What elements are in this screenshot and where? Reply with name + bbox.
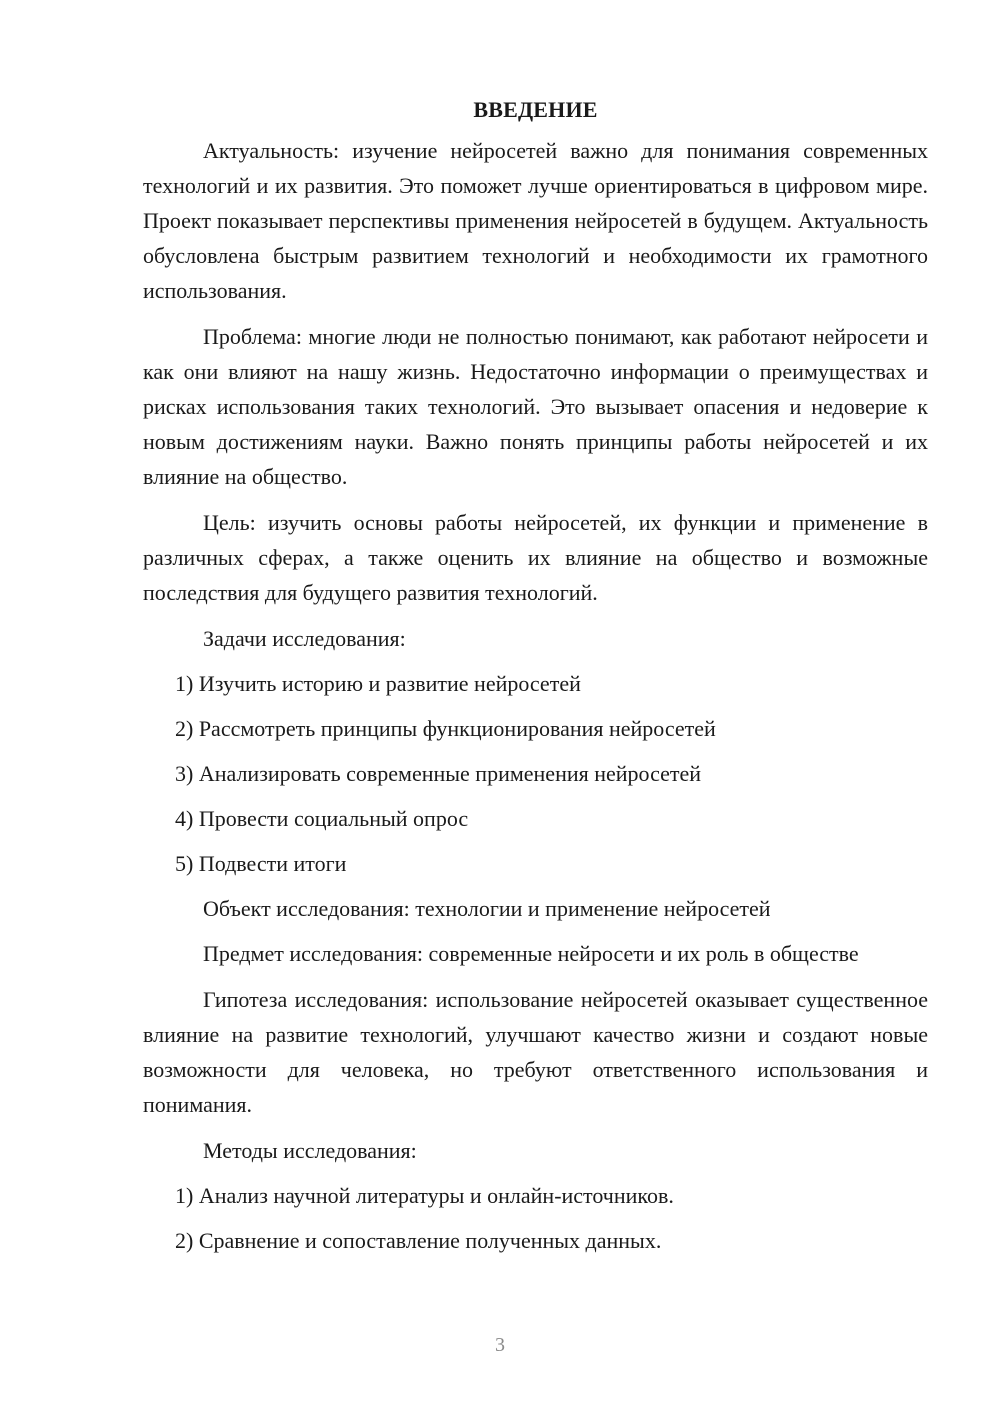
object-paragraph: Объект исследования: технологии и применение нейросетей xyxy=(203,896,771,921)
problem-paragraph: Проблема: многие люди не полностью понимают, как работают нейросети и как они влияют на нашу жизнь. Недостаточно информации о преимуществах и рисках использования таких технологий. Это вызывает опасения и недоверие к новым достижениям науки. Важно понять принципы работы нейросетей и их влияние на общество. xyxy=(143,324,928,489)
methods-heading: Методы исследования: xyxy=(203,1138,417,1163)
relevance-paragraph: Актуальность: изучение нейросетей важно для понимания современных технологий и их развития. Это поможет лучше ориентироваться в цифровом мире. Проект показывает перспективы применения нейросетей в будущем. Актуальность обусловлена быстрым развитием технологий и необходимости их грамотного использования. xyxy=(143,138,928,303)
method-item: 2) Сравнение и сопоставление полученных данных. xyxy=(175,1228,662,1253)
method-item: 1) Анализ научной литературы и онлайн-источников. xyxy=(175,1183,674,1208)
goal-paragraph: Цель: изучить основы работы нейросетей, их функции и применение в различных сферах, а также оценить их влияние на общество и возможные последствия для будущего развития технологий. xyxy=(143,510,928,605)
task-item: 4) Провести социальный опрос xyxy=(175,806,469,831)
task-item: 3) Анализировать современные применения нейросетей xyxy=(175,761,702,786)
page-number: 3 xyxy=(495,1334,505,1356)
task-item: 5) Подвести итоги xyxy=(175,851,347,876)
task-item: 1) Изучить историю и развитие нейросетей xyxy=(175,671,581,696)
task-item: 2) Рассмотреть принципы функционирования нейросетей xyxy=(175,716,716,741)
tasks-heading: Задачи исследования: xyxy=(203,626,406,651)
subject-paragraph: Предмет исследования: современные нейросети и их роль в обществе xyxy=(203,941,859,966)
document-page xyxy=(143,92,928,1268)
document-title: ВВЕДЕНИЕ xyxy=(473,97,598,122)
hypothesis-paragraph: Гипотеза исследования: использование нейросетей оказывает существенное влияние на развитие технологий, улучшают качество жизни и создают новые возможности для человека, но требуют ответственного использования и понимания. xyxy=(143,987,928,1117)
